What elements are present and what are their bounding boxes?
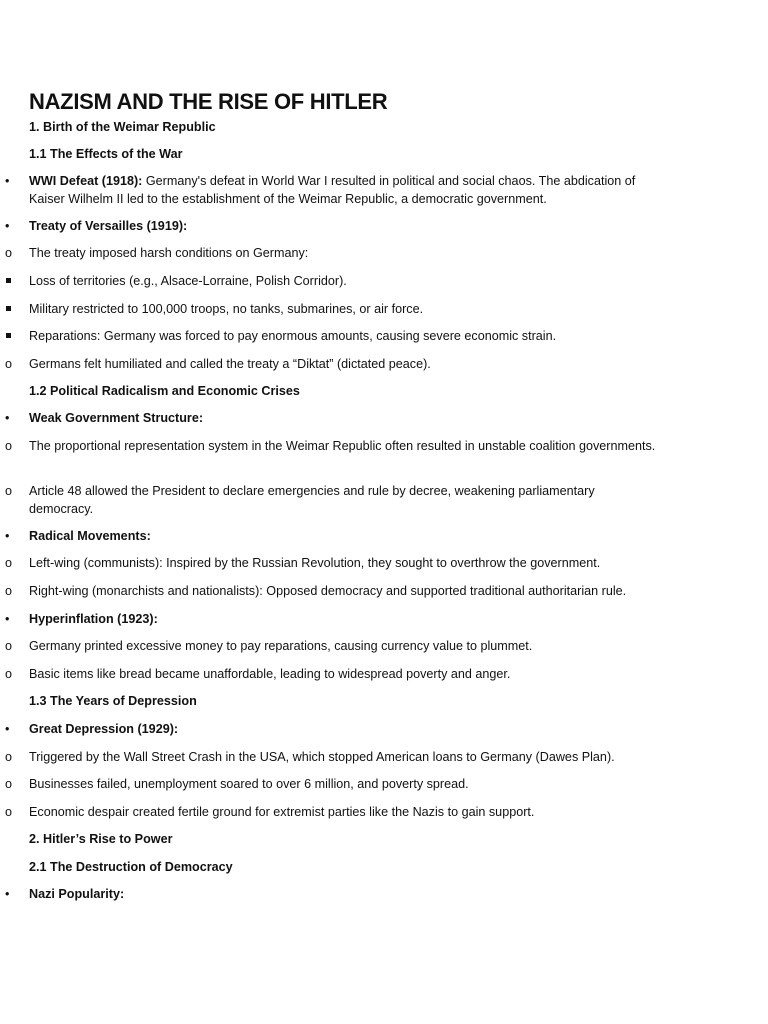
- bullet-marker-icon: [5, 610, 19, 628]
- body-text: Businesses failed, unemployment soared to over 6 million, and poverty spread.: [29, 777, 469, 791]
- bold-label: Radical Movements:: [29, 529, 151, 543]
- line-text: [29, 665, 659, 683]
- body-text: Basic items like bread became unaffordable, leading to widespread poverty and anger.: [29, 667, 511, 681]
- line-text: [29, 327, 659, 345]
- body-text: Left-wing (communists): Inspired by the Russian Revolution, they sought to overthrow the government.: [29, 556, 601, 570]
- bullet-marker-icon: [5, 172, 19, 190]
- bullet-marker-icon: [5, 885, 19, 903]
- line-text: [29, 382, 659, 400]
- bold-label: Great Depression (1929):: [29, 722, 179, 736]
- body-text: Germans felt humiliated and called the treaty a “Diktat” (dictated peace).: [29, 357, 431, 371]
- line-text: [29, 300, 659, 318]
- body-text: Germany's defeat in World War I resulted in political and social chaos. The abdication of Kaiser Wilhelm II led to the establishment of the Weimar Republic, a democratic government.: [29, 174, 636, 206]
- body-text: Right-wing (monarchists and nationalists): Opposed democracy and supported traditional authoritarian rule.: [29, 584, 627, 598]
- circle-marker-icon: [5, 637, 19, 655]
- body-text: Reparations: Germany was forced to pay enormous amounts, causing severe economic strain.: [29, 329, 557, 343]
- circle-marker-icon: [5, 244, 19, 262]
- line-text: [29, 554, 659, 572]
- line-text: [29, 527, 659, 545]
- body-text: The treaty imposed harsh conditions on Germany:: [29, 246, 309, 260]
- bold-label: Hyperinflation (1923):: [29, 612, 158, 626]
- body-text: Economic despair created fertile ground for extremist parties like the Nazis to gain support.: [29, 805, 535, 819]
- line-text: [29, 118, 659, 136]
- line-text: [29, 775, 659, 793]
- line-text: [29, 858, 659, 876]
- bold-label: 2.1 The Destruction of Democracy: [29, 860, 233, 874]
- line-text: [29, 145, 659, 163]
- circle-marker-icon: [5, 437, 19, 455]
- bold-label: 1.1 The Effects of the War: [29, 147, 183, 161]
- square-marker-icon: [5, 327, 19, 345]
- square-marker-icon: [5, 300, 19, 318]
- circle-marker-icon: [5, 482, 19, 500]
- body-text: The proportional representation system in the Weimar Republic often resulted in unstable coalition governments.: [29, 439, 656, 453]
- bold-label: Nazi Popularity:: [29, 887, 125, 901]
- line-text: [29, 748, 659, 766]
- line-text: [29, 172, 659, 208]
- circle-marker-icon: [5, 775, 19, 793]
- page-title: NAZISM AND THE RISE OF HITLER: [29, 89, 388, 114]
- bold-label: WWI Defeat (1918):: [29, 174, 143, 188]
- line-text: [29, 244, 659, 262]
- line-text: [29, 692, 659, 710]
- body-text: Article 48 allowed the President to declare emergencies and rule by decree, weakening parliamentary democracy.: [29, 484, 595, 516]
- line-text: [29, 637, 659, 655]
- line-text: [29, 482, 659, 518]
- body-text: Germany printed excessive money to pay reparations, causing currency value to plummet.: [29, 639, 533, 653]
- bullet-marker-icon: [5, 720, 19, 738]
- circle-marker-icon: [5, 803, 19, 821]
- circle-marker-icon: [5, 748, 19, 766]
- bold-label: 2. Hitler’s Rise to Power: [29, 832, 173, 846]
- line-text: [29, 355, 659, 373]
- bullet-marker-icon: [5, 217, 19, 235]
- circle-marker-icon: [5, 665, 19, 683]
- line-text: [29, 409, 659, 427]
- bold-label: 1.3 The Years of Depression: [29, 694, 197, 708]
- line-text: [29, 582, 659, 600]
- line-text: [29, 272, 659, 290]
- bold-label: 1. Birth of the Weimar Republic: [29, 120, 216, 134]
- line-text: [29, 720, 659, 738]
- line-text: [29, 437, 659, 455]
- bold-label: Treaty of Versailles (1919):: [29, 219, 188, 233]
- square-marker-icon: [5, 272, 19, 290]
- circle-marker-icon: [5, 554, 19, 572]
- line-text: [29, 830, 659, 848]
- body-text: Triggered by the Wall Street Crash in the USA, which stopped American loans to Germany (Dawes Plan).: [29, 750, 615, 764]
- circle-marker-icon: [5, 582, 19, 600]
- bullet-marker-icon: [5, 409, 19, 427]
- bullet-marker-icon: [5, 527, 19, 545]
- line-text: [29, 803, 659, 821]
- body-text: Loss of territories (e.g., Alsace-Lorraine, Polish Corridor).: [29, 274, 347, 288]
- body-text: Military restricted to 100,000 troops, no tanks, submarines, or air force.: [29, 302, 424, 316]
- bold-label: Weak Government Structure:: [29, 411, 204, 425]
- line-text: [29, 885, 659, 903]
- bold-label: 1.2 Political Radicalism and Economic Crises: [29, 384, 300, 398]
- line-text: [29, 217, 659, 235]
- line-text: [29, 610, 659, 628]
- circle-marker-icon: [5, 355, 19, 373]
